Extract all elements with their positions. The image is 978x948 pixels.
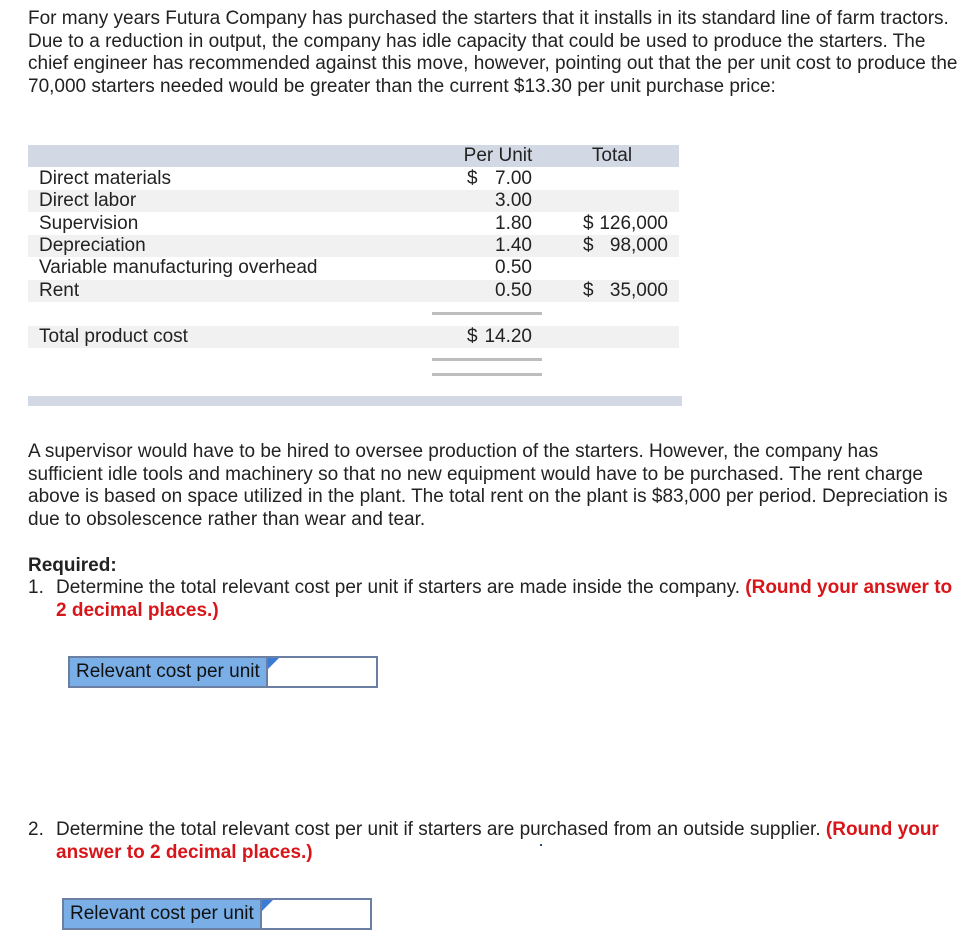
answer-row-1 [68,656,378,688]
question-1 [28,577,963,622]
double-rule-bottom [432,373,542,376]
total-per-unit-cell: $ 14.20 [467,326,532,347]
row-label: Variable manufacturing overhead [39,257,318,278]
row-label: Rent [39,280,80,301]
row-label: Depreciation [39,235,146,256]
stray-dot [540,844,542,846]
question-2 [28,819,963,864]
subtotal-rule [432,312,542,315]
total-cell: $ 126,000 [583,213,668,234]
question-text: Determine the total relevant cost per unit if starters are made inside the company. (Round your answer to 2 decimal places.) [56,577,953,621]
required-heading: Required: [28,555,117,576]
per-unit-cell: 1.80 [495,213,532,234]
answer-row-2 [62,898,372,930]
per-unit-cell: 0.50 [495,257,532,278]
double-rule-top [432,358,542,361]
header-total: Total [591,145,633,166]
header-per-unit: Per Unit [463,145,533,166]
rounding-note: (Round your answer to 2 decimal places.) [56,577,953,621]
problem-paragraph-2: A supervisor would have to be hired to oversee production of the starters. However, the company has sufficient idle tools and machinery so that no new equipment would have to be purchased. The rent charge above is based on space utilized in the plant. The total rent on the plant is $83,000 per period. Depreciation is due to obsolescence rather than wear and tear. [28,441,948,530]
total-cell: $ 98,000 [583,235,668,256]
question-number: 2. [28,819,44,840]
input-flag-icon [262,900,273,911]
answer-label: Relevant cost per unit [64,900,262,928]
total-row-label: Total product cost [39,326,188,347]
rounding-note: (Round your answer to 2 decimal places.) [56,819,939,863]
row-label: Direct labor [39,190,137,211]
row-label: Supervision [39,213,139,234]
answer-field-container [262,900,370,928]
per-unit-cell: $ 7.00 [467,168,532,189]
answer-label: Relevant cost per unit [70,658,268,686]
question-text: Determine the total relevant cost per unit if starters are purchased from an outside supplier. (Round your answer to 2 decimal places.) [56,819,939,863]
question-number: 1. [28,577,44,598]
per-unit-cell: 0.50 [495,280,532,301]
answer-field-container [268,658,376,686]
per-unit-cell: 1.40 [495,235,532,256]
table-footer-band [28,396,682,406]
relevant-cost-input-2[interactable] [262,900,370,928]
relevant-cost-input-1[interactable] [268,658,376,686]
total-cell: $ 35,000 [583,280,668,301]
problem-intro: For many years Futura Company has purchased the starters that it installs in its standard line of farm tractors. Due to a reduction in output, the company has idle capacity that could be used to produce the starters. The chief engineer has recommended against this move, however, pointing out that the per unit cost to produce the 70,000 starters needed would be greater than the current $13.30 per unit purchase price: [28,8,958,97]
per-unit-cell: 3.00 [495,190,532,211]
input-flag-icon [268,658,279,669]
row-label: Direct materials [39,168,171,189]
